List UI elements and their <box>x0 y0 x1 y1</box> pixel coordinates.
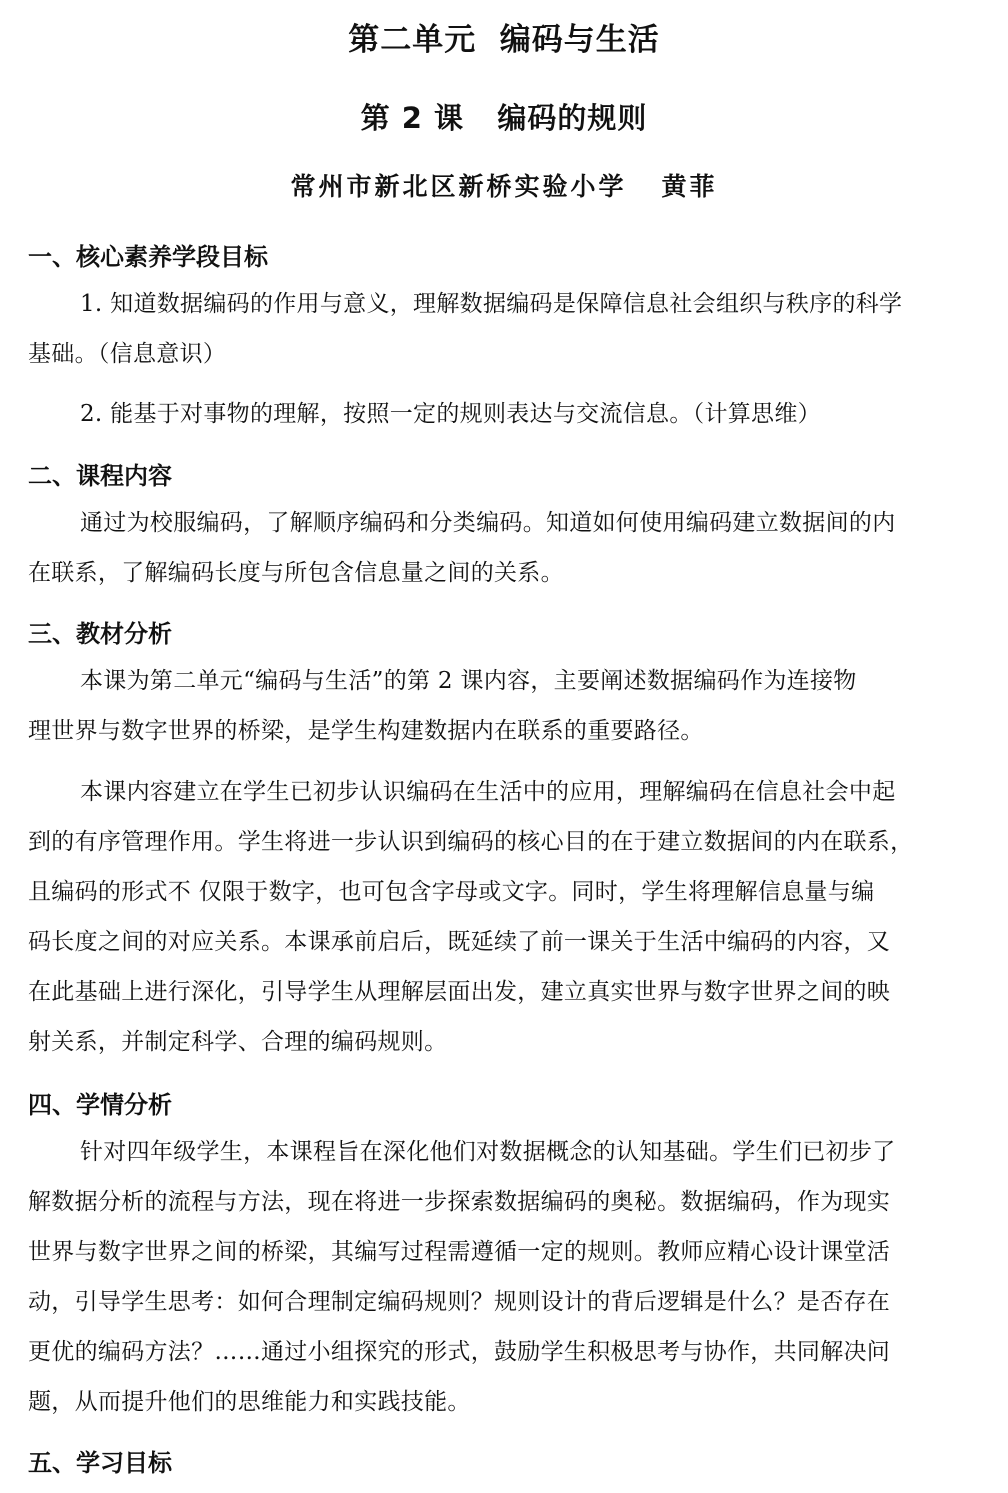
section-heading-learning-objectives: 五、学习目标 <box>28 1449 172 1477</box>
paragraph-line: 世界与数字世界之间的桥梁，其编写过程需遵循一定的规则。教师应精心设计课堂活 <box>28 1239 891 1265</box>
paragraph-line: 在此基础上进行深化，引导学生从理解层面出发，建立真实世界与数字世界之间的映 <box>28 979 891 1005</box>
paragraph-line: 2. 能基于对事物的理解，按照一定的规则表达与交流信息。（计算思维） <box>80 401 821 427</box>
paragraph-line: 动，引导学生思考：如何合理制定编码规则？规则设计的背后逻辑是什么？是否存在 <box>28 1289 891 1315</box>
section-heading-learner-analysis: 四、学情分析 <box>28 1091 172 1119</box>
paragraph-line: 针对四年级学生，本课程旨在深化他们对数据概念的认知基础。学生们已初步了 <box>80 1139 896 1165</box>
paragraph-line: 1. 知道数据编码的作用与意义，理解数据编码是保障信息社会组织与秩序的科学 <box>80 291 903 317</box>
section-heading-objectives: 一、核心素养学段目标 <box>28 243 268 271</box>
author-line: 常州市新北区新桥实验小学 黄菲 <box>290 172 718 201</box>
paragraph-line: 码长度之间的对应关系。本课承前启后，既延续了前一课关于生活中编码的内容，又 <box>28 929 891 955</box>
section-heading-textbook-analysis: 三、教材分析 <box>28 620 172 648</box>
paragraph-line: 本课为第二单元“编码与生活”的第 2 课内容，主要阐述数据编码作为连接物 <box>80 668 857 694</box>
lesson-title: 第 2 课 编码的规则 <box>360 101 648 135</box>
paragraph-line: 射关系，并制定科学、合理的编码规则。 <box>28 1029 448 1055</box>
paragraph-line: 且编码的形式不 仅限于数字，也可包含字母或文字。同时，学生将理解信息量与编 <box>28 879 875 905</box>
paragraph-line: 通过为校服编码，了解顺序编码和分类编码。知道如何使用编码建立数据间的内 <box>80 510 896 536</box>
paragraph-line: 题，从而提升他们的思维能力和实践技能。 <box>28 1389 471 1415</box>
section-heading-course-content: 二、课程内容 <box>28 462 172 490</box>
paragraph-line: 更优的编码方法？……通过小组探究的形式，鼓励学生积极思考与协作，共同解决问 <box>28 1339 891 1365</box>
unit-title: 第二单元 编码与生活 <box>348 22 660 58</box>
paragraph-line: 到的有序管理作用。学生将进一步认识到编码的核心目的在于建立数据间的内在联系， <box>28 829 914 855</box>
paragraph-line: 在联系，了解编码长度与所包含信息量之间的关系。 <box>28 560 564 586</box>
paragraph-line: 理世界与数字世界的桥梁，是学生构建数据内在联系的重要路径。 <box>28 718 704 744</box>
paragraph-line: 解数据分析的流程与方法，现在将进一步探索数据编码的奥秘。数据编码，作为现实 <box>28 1189 891 1215</box>
paragraph-line: 基础。（信息意识） <box>28 341 227 367</box>
paragraph-line: 本课内容建立在学生已初步认识编码在生活中的应用，理解编码在信息社会中起 <box>80 779 896 805</box>
